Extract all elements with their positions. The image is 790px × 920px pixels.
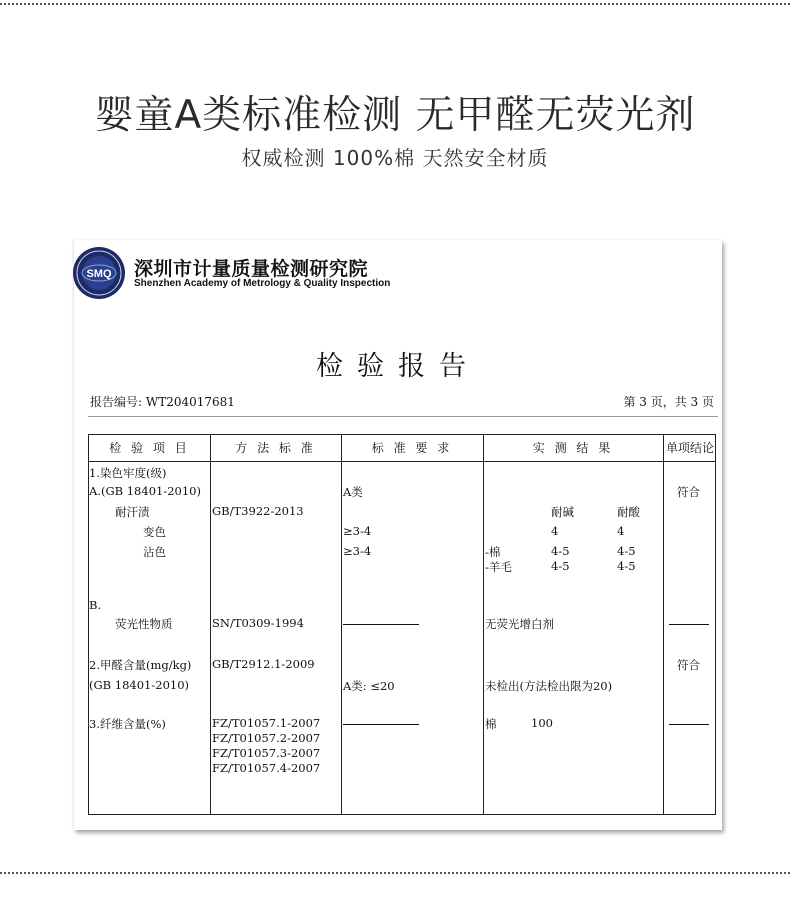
item-color-change: 变色	[143, 525, 166, 539]
header-result: 实 测 结 果	[532, 441, 614, 455]
results-table	[88, 434, 716, 815]
requirement-formaldehyde: A类: ≤20	[343, 679, 395, 693]
requirement-staining: ≥3-4	[343, 544, 372, 558]
column-divider	[341, 435, 342, 814]
item-fiber-content: 3.纤维含量(%)	[89, 717, 166, 731]
institute-name-cn: 深圳市计量质量检测研究院	[134, 258, 369, 280]
item-staining: 沾色	[143, 545, 166, 559]
header-divider	[89, 461, 715, 462]
result-formaldehyde: 未检出(方法检出限为20)	[485, 679, 613, 693]
result-change-acid: 4	[617, 524, 625, 538]
result-change-alkali: 4	[551, 524, 559, 538]
result-header-alkali: 耐碱	[551, 505, 574, 519]
header-conclusion: 单项结论	[665, 441, 714, 455]
method-fiber-1: FZ/T01057.1-2007	[212, 716, 321, 730]
method-fiber-4: FZ/T01057.4-2007	[212, 761, 321, 775]
header-requirement: 标 准 要 求	[371, 441, 453, 455]
method-fiber-2: FZ/T01057.2-2007	[212, 731, 321, 745]
header-method: 方 法 标 准	[235, 441, 316, 455]
conclusion-fluorescent-dash	[669, 624, 709, 625]
item-standard-a: A.(GB 18401-2010)	[89, 484, 201, 498]
method-fluorescent: SN/T0309-1994	[212, 616, 304, 630]
result-fiber-value: 100	[531, 716, 553, 730]
result-cotton-acid: 4-5	[617, 544, 636, 558]
banner-headline: 婴童A类标准检测 无甲醛无荧光剂	[94, 93, 696, 138]
conclusion-formaldehyde: 符合	[677, 658, 700, 672]
item-perspiration: 耐汗渍	[115, 505, 150, 519]
smq-logo-icon	[72, 246, 126, 300]
result-cotton-alkali: 4-5	[551, 544, 570, 558]
requirement-fiber-dash	[343, 724, 419, 725]
institute-name-en: Shenzhen Academy of Metrology & Quality Inspection	[134, 278, 391, 289]
column-divider	[483, 435, 484, 814]
method-formaldehyde: GB/T2912.1-2009	[212, 657, 315, 671]
header-rule	[88, 416, 718, 417]
result-fluorescent: 无荧光增白剂	[485, 617, 554, 631]
result-cotton-label: -棉	[485, 545, 501, 559]
column-divider	[210, 435, 211, 814]
requirement-color-change: ≥3-4	[343, 524, 372, 538]
requirement-fluorescent-dash	[343, 624, 419, 625]
method-perspiration: GB/T3922-2013	[212, 504, 304, 518]
item-fluorescent: 荧光性物质	[115, 617, 173, 631]
conclusion-color-fastness: 符合	[677, 485, 700, 499]
item-formaldehyde: 2.甲醛含量(mg/kg)	[89, 658, 192, 672]
item-b: B.	[89, 598, 102, 612]
page-number: 第 3 页，共 3 页	[623, 395, 714, 409]
logo-text: SMQ	[86, 268, 112, 280]
result-wool-alkali: 4-5	[551, 559, 570, 573]
conclusion-fiber-dash	[669, 724, 709, 725]
test-report-document	[74, 240, 722, 830]
bottom-dotted-divider	[0, 872, 790, 874]
result-wool-acid: 4-5	[617, 559, 636, 573]
method-fiber-3: FZ/T01057.3-2007	[212, 746, 321, 760]
header-test-item: 检 验 项 目	[109, 441, 190, 455]
banner-subline: 权威检测 100%棉 天然安全材质	[241, 146, 549, 170]
report-title: 检验报告	[316, 351, 480, 382]
item-formaldehyde-standard: (GB 18401-2010)	[89, 678, 190, 692]
requirement-class-a: A类	[343, 485, 363, 499]
result-fiber-label: 棉	[485, 717, 497, 731]
item-color-fastness: 1.染色牢度(级)	[89, 466, 167, 480]
report-number: 报告编号: WT204017681	[90, 395, 235, 409]
result-header-acid: 耐酸	[617, 505, 640, 519]
result-wool-label: -羊毛	[485, 560, 512, 574]
column-divider	[663, 435, 664, 814]
top-dotted-divider	[0, 3, 790, 5]
